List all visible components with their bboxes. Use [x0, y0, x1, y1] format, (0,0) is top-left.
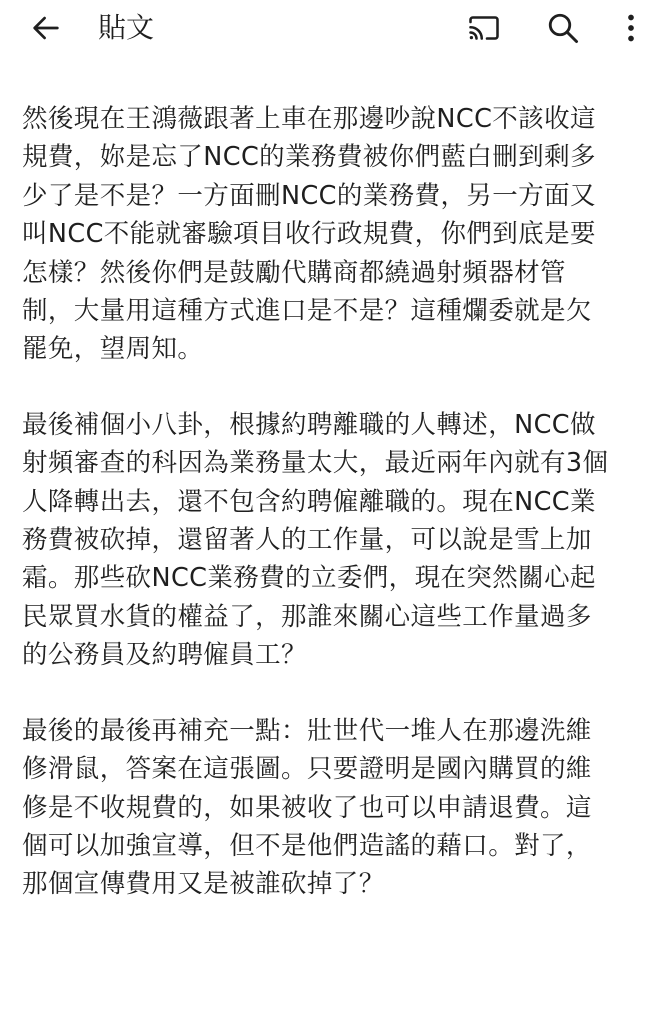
- text-line: 人降轉出去，還不包含約聘僱離職的。現在NCC業: [22, 486, 596, 517]
- more-vertical-icon: [613, 10, 649, 46]
- text-line: 民眾買水貨的權益了，那誰來關心這些工作量過多: [22, 601, 592, 632]
- text-line: 那個宣傳費用又是被誰砍掉了？: [22, 869, 385, 900]
- text-line: 霜。那些砍NCC業務費的立委們，現在突然關心起: [22, 563, 596, 594]
- text-line: 修是不收規費的，如果被收了也可以申請退費。這: [22, 792, 592, 823]
- search-icon: [545, 10, 581, 46]
- more-options-button[interactable]: [609, 6, 653, 50]
- text-line: 然後現在王鴻薇跟著上車在那邊吵說NCC不該收這: [22, 104, 596, 134]
- text-line: 叫NCC不能就審驗項目收行政規費，你們到底是要: [22, 219, 596, 250]
- text-line: 最後補個小八卦，根據約聘離職的人轉述，NCC做: [22, 409, 596, 440]
- page-title: 貼文: [98, 11, 155, 44]
- cast-button[interactable]: [462, 6, 506, 50]
- text-line: 務費被砍掉，還留著人的工作量，可以說是雪上加: [22, 525, 592, 556]
- back-button[interactable]: [24, 6, 68, 50]
- app-bar: [0, 0, 667, 56]
- text-line: 少了是不是？一方面刪NCC的業務費，另一方面又: [22, 180, 596, 211]
- text-line: 制，大量用這種方式進口是不是？這種爛委就是欠: [22, 296, 592, 327]
- text-line: 個可以加強宣導，但不是他們造謠的藉口。對了，: [22, 830, 592, 861]
- text-line: 怎樣？然後你們是鼓勵代購商都繞過射頻器材管: [22, 257, 566, 288]
- post-paragraph-1: [22, 100, 632, 369]
- text-line: 規費，妳是忘了NCC的業務費被你們藍白刪到剩多: [22, 142, 596, 173]
- text-line: 射頻審查的科因為業務量太大，最近兩年內就有3個: [22, 448, 609, 479]
- post-paragraph-3: [22, 712, 632, 904]
- text-line: 最後的最後再補充一點：壯世代一堆人在那邊洗維: [22, 715, 592, 746]
- cast-icon: [466, 10, 502, 46]
- search-button[interactable]: [541, 6, 585, 50]
- text-line: 的公務員及約聘僱員工？: [22, 640, 307, 671]
- post-body: [22, 100, 632, 941]
- post-paragraph-2: [22, 406, 632, 675]
- text-line: 修滑鼠，答案在這張圖。只要證明是國內購買的維: [22, 754, 592, 785]
- text-line: 罷免，望周知。: [22, 334, 204, 365]
- arrow-left-icon: [29, 11, 63, 45]
